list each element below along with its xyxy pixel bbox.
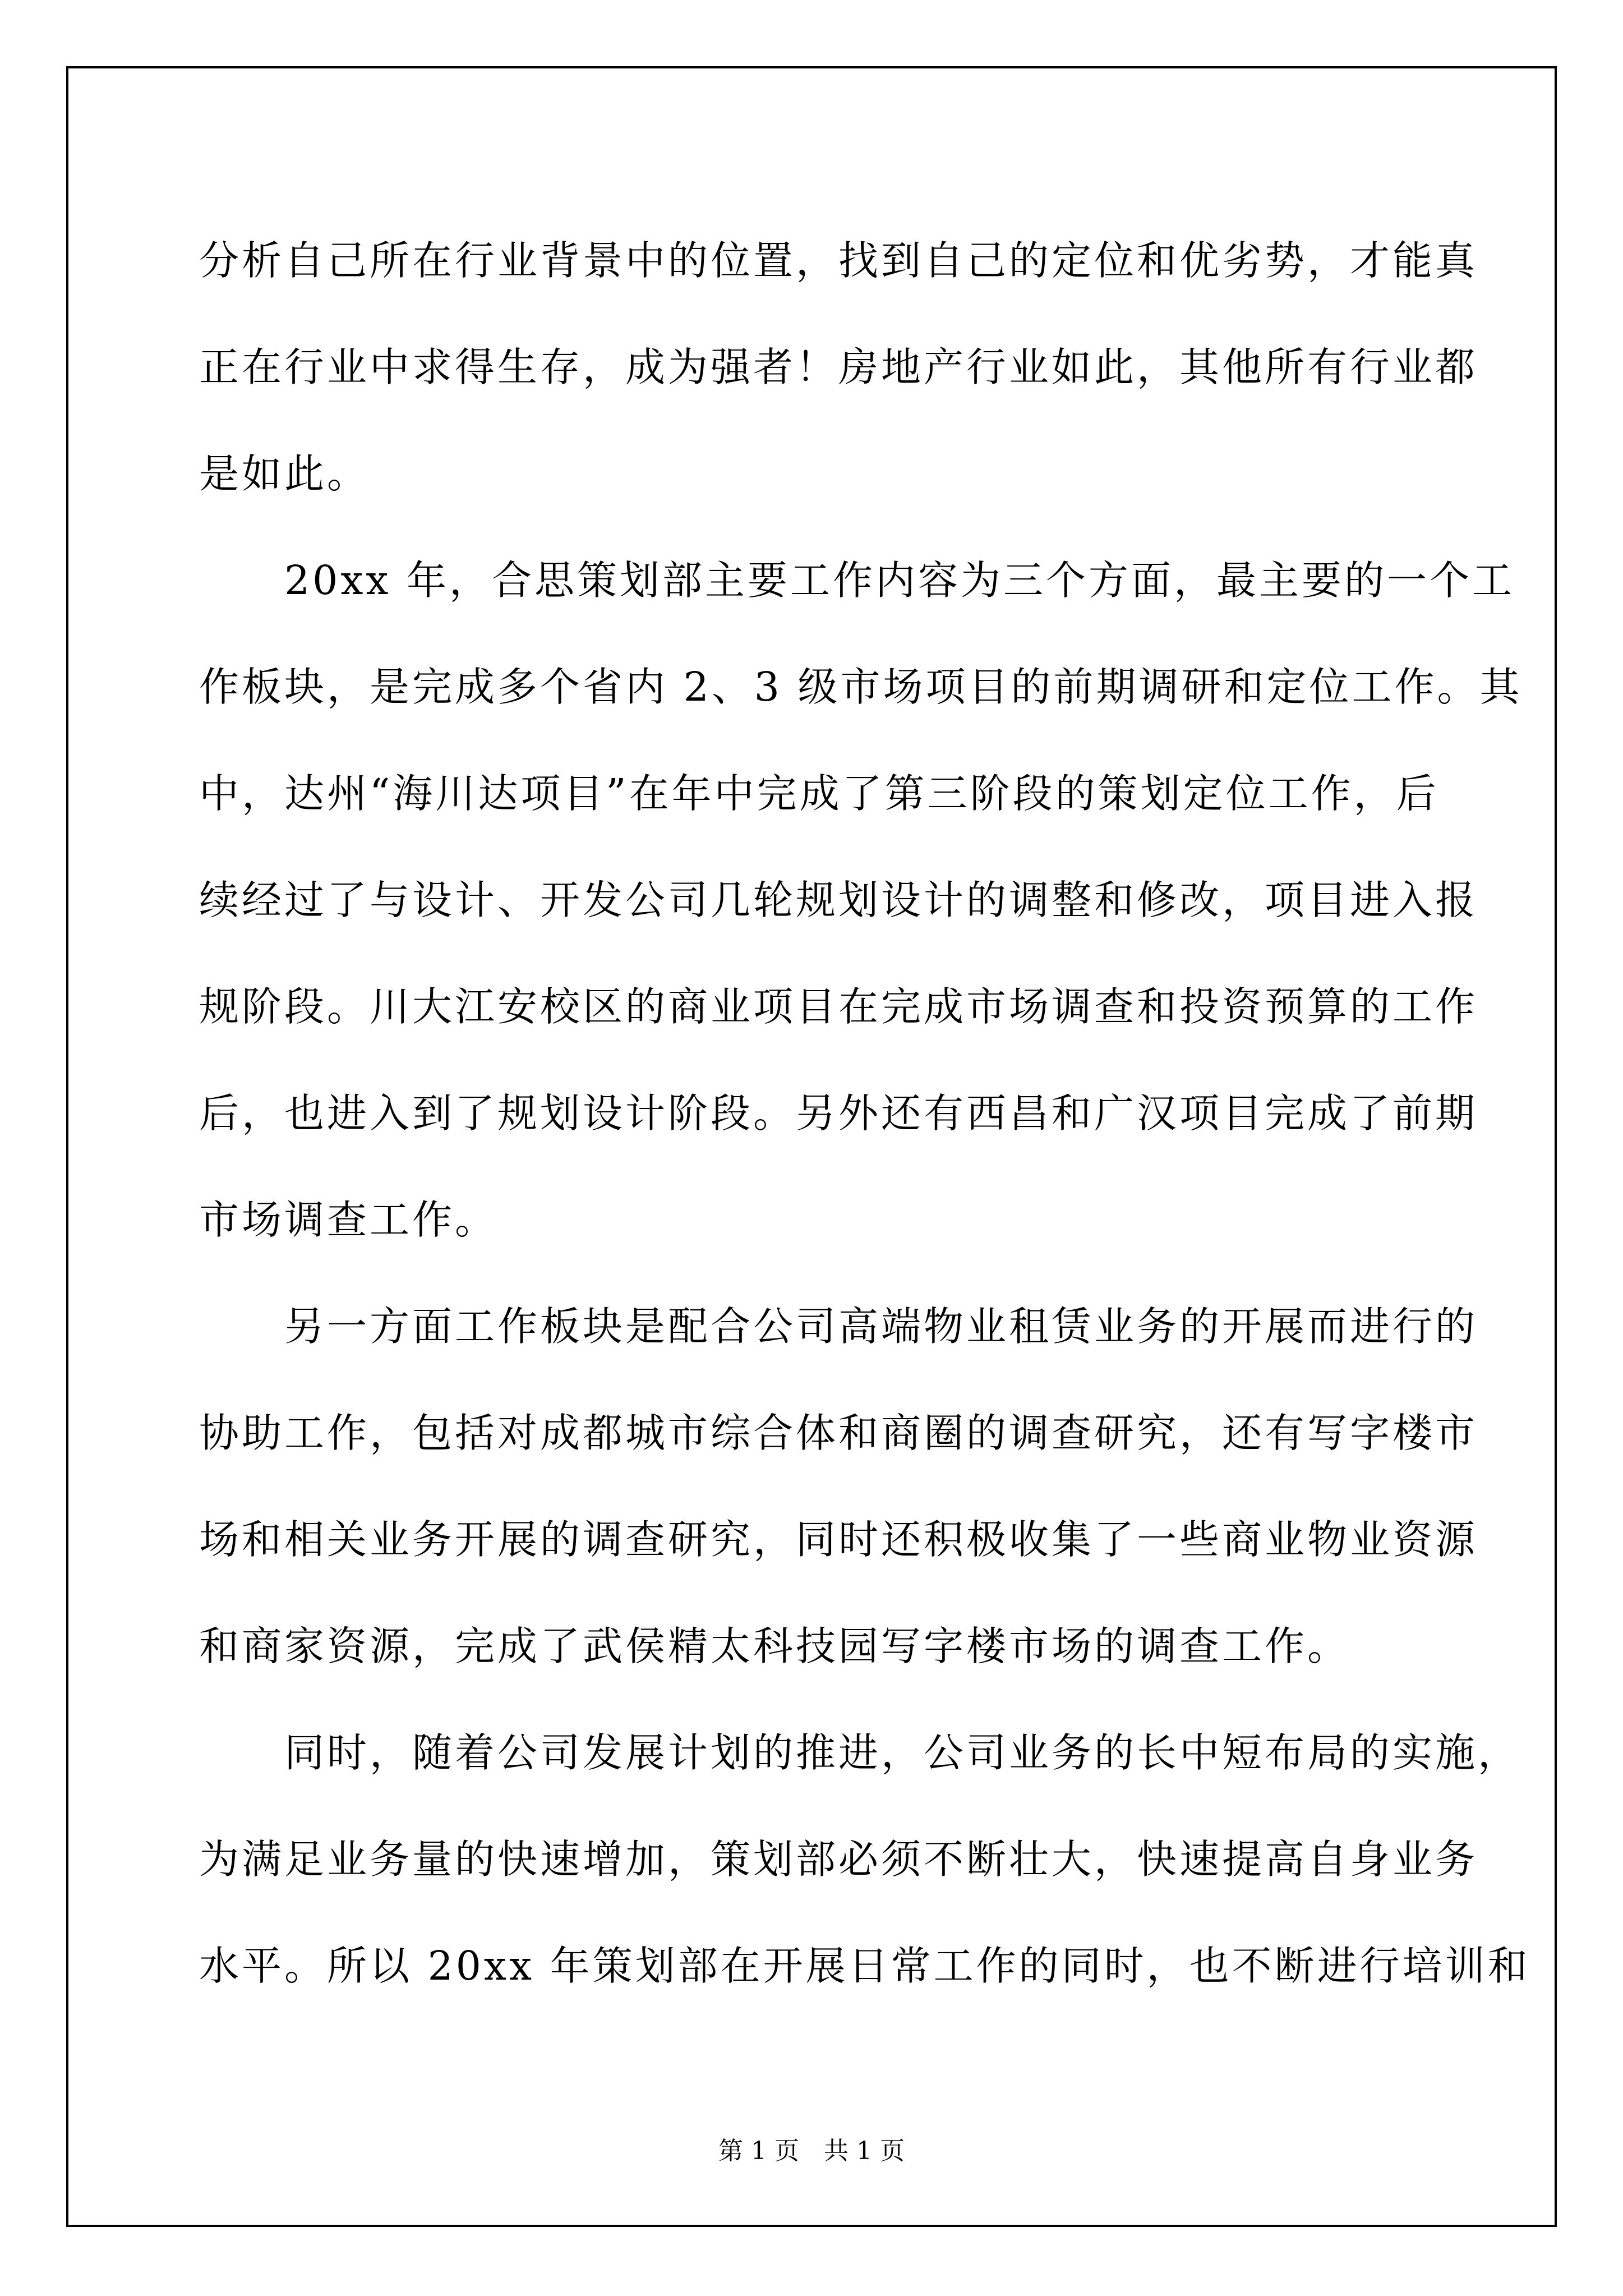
text-line: 分析自己所在行业背景中的位置，找到自己的定位和优劣势，才能真 — [199, 237, 1478, 284]
text-line: 同时，随着公司发展计划的推进，公司业务的长中短布局的实施， — [199, 1729, 1521, 1776]
text-line: 作板块，是完成多个省内 2、3 级市场项目的前期调研和定位工作。其 — [199, 664, 1523, 710]
text-line: 20xx 年，合思策划部主要工作内容为三个方面，最主要的一个工 — [199, 557, 1515, 604]
text-line: 正在行业中求得生存，成为强者！房地产行业如此，其他所有行业都 — [199, 344, 1478, 390]
text-line: 场和相关业务开展的调查研究，同时还积极收集了一些商业物业资源 — [199, 1516, 1478, 1563]
text-line: 协助工作，包括对成都城市综合体和商圈的调查研究，还有写字楼市 — [199, 1410, 1478, 1456]
text-line: 为满足业务量的快速增加，策划部必须不断壮大，快速提高自身业务 — [199, 1836, 1478, 1883]
text-line: 水平。所以 20xx 年策划部在开展日常工作的同时，也不断进行培训和 — [199, 1943, 1530, 1989]
text-line: 规阶段。川大江安校区的商业项目在完成市场调查和投资预算的工作 — [199, 983, 1478, 1030]
text-line: 是如此。 — [199, 450, 370, 497]
text-line: 市场调查工作。 — [199, 1197, 498, 1243]
text-line: 中，达州“海川达项目”在年中完成了第三阶段的策划定位工作，后 — [199, 770, 1439, 817]
text-line: 续经过了与设计、开发公司几轮规划设计的调整和修改，项目进入报 — [199, 877, 1478, 923]
page-number-footer: 第 1 页 共 1 页 — [718, 2137, 905, 2165]
text-line: 后，也进入到了规划设计阶段。另外还有西昌和广汉项目完成了前期 — [199, 1090, 1478, 1137]
text-line: 另一方面工作板块是配合公司高端物业租赁业务的开展而进行的 — [199, 1303, 1478, 1350]
document-body — [199, 208, 1530, 2019]
text-line: 和商家资源，完成了武侯精太科技园写字楼市场的调查工作。 — [199, 1623, 1350, 1669]
